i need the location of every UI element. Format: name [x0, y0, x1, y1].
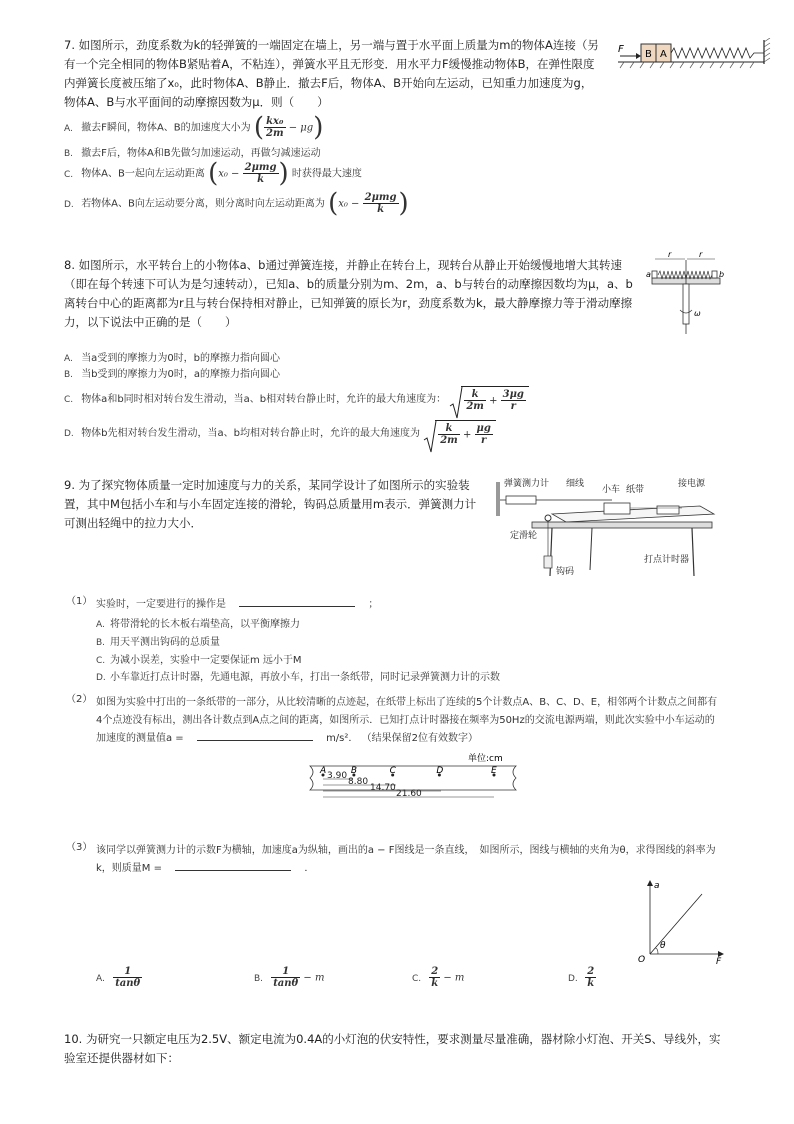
x-axis-label: F — [716, 957, 722, 964]
q9-tape-label-d: D — [436, 766, 444, 776]
q8-option-b[interactable]: B. 当b受到的摩擦力为0时，a的摩擦力指向圆心 — [64, 366, 280, 384]
option-label: B. — [64, 370, 74, 380]
q9-table-leg — [692, 528, 694, 576]
option-label: B. — [64, 149, 74, 159]
q9-p3-option-b[interactable]: B. $\frac{1}{\tan\theta}$ − m — [254, 966, 325, 989]
q9-p3-option-a[interactable]: A. $\frac{1}{\tan\theta}$ — [96, 966, 141, 989]
option-label: C. — [64, 395, 74, 405]
q9-p1-answer-blank[interactable] — [239, 606, 355, 607]
q9-table-leg — [590, 528, 592, 570]
q9-p1-option-c[interactable]: C. 为减小误差，实验中一定要保证m 远小于M — [96, 652, 302, 670]
q9-label-thread: 细线 — [566, 479, 585, 489]
q7-figure — [614, 38, 778, 74]
q8-label-r2: r — [699, 250, 703, 259]
q9-label-timer: 打点计时器 — [644, 555, 690, 565]
q7-wall-hatch — [764, 38, 770, 62]
q9-tape-label-c: C — [389, 766, 396, 776]
option-label: B. — [96, 638, 106, 648]
q9-pulley — [545, 515, 551, 521]
q9-p1-option-d[interactable]: D. 小车靠近打点计时器，先通电源，再放小车，打出一条纸带，同时记录弹簧测力计的示数 — [96, 669, 500, 687]
angle-label: θ — [660, 941, 666, 951]
option-label: C. — [96, 656, 106, 666]
q8-option-d[interactable]: D. 物体b先相对转台发生滑动，当a、b均相对转台静止时，允许的最大角速度为 $\frac{k}{2m}$ + $\frac{\mu g}{r}$ — [64, 420, 496, 446]
q8-shaft — [683, 284, 689, 324]
q9-board — [552, 506, 714, 522]
q8-object-a — [652, 271, 657, 278]
q9-tape-label-b: B — [350, 766, 358, 776]
q7-option-c[interactable]: C. 物体A、B一起向左运动距离 (x₀ − $\frac{\text{2μmg}}{k}$ ) 时获得最大速度 — [64, 158, 362, 189]
q9-p1-question: 实验时，一定要进行的操作是 ； — [96, 599, 379, 610]
origin-label: O — [638, 955, 646, 964]
q9-p1-option-a[interactable]: A. 将带滑轮的长木板右端垫高，以平衡摩擦力 — [96, 616, 300, 634]
q9-cart — [604, 503, 630, 514]
q9-wall — [496, 482, 500, 516]
q9-label-hook: 钩码 — [556, 567, 575, 577]
q9-label-cart: 小车 — [602, 485, 621, 495]
q9-p3-option-c[interactable]: C. $\frac{2}{k}$ − m — [412, 966, 465, 989]
q7-ground-hatch — [620, 62, 754, 68]
sqrt-expression: $\frac{k}{2m}$ + $\frac{\mu g}{r}$ — [423, 420, 496, 446]
q8-figure — [646, 250, 726, 340]
q9-p2-question: 如图为实验中打出的一条纸带的一部分，从比较清晰的点迹起，在纸带上标出了连续的5个计数点A、B、C、D、E，相邻两个计数点之间都有4个点迹没有标出，测出各计数点到A点之间的距离，如图所示．已知打点计时器接在频率为50Hz的交流电源两端，则此次实验中小车运动的加速度的测量值a = m/s²． （结果保留2位有效数字） — [96, 697, 718, 744]
q7-option-d[interactable]: D. 若物体A、B向左运动要分离，则分离时向左运动距离为 (x₀ − $\frac{\text{2μmg}}{k}$ ) — [64, 188, 409, 219]
q9-tape-label-e: E — [491, 766, 497, 776]
q9-tape-distance: 8.80 — [348, 777, 369, 787]
q9-stem: 9. 为了探究物体质量一定时加速度与力的关系，某同学设计了如图所示的实验装置，其中M包括小车和与小车固定连接的滑轮，钩码总质量用m表示．弹簧测力计可测出轻绳中的拉力大小． — [64, 478, 477, 530]
q9-table-leg — [550, 528, 552, 576]
graph-line — [650, 894, 702, 954]
y-axis-arrow — [647, 880, 653, 886]
q9-p3-answer-blank[interactable] — [175, 870, 291, 871]
q8-object-b — [712, 271, 717, 278]
option-label: D. — [568, 973, 578, 984]
y-axis-label: a — [654, 881, 660, 891]
q9-p1-number: （1） — [66, 596, 93, 607]
q7-block-a-label: A — [660, 49, 667, 60]
q9-p1-option-b[interactable]: B. 用天平测出钩码的总质量 — [96, 634, 220, 652]
q9-label-tape: 纸带 — [626, 485, 645, 495]
q9-weights — [544, 556, 552, 568]
q8-option-a[interactable]: A. 当a受到的摩擦力为0时，b的摩擦力指向圆心 — [64, 350, 280, 368]
option-label: D. — [64, 429, 74, 439]
option-label: A. — [96, 973, 105, 984]
option-label: D. — [64, 199, 74, 210]
q7-stem: 7. 如图所示，劲度系数为k的轻弹簧的一端固定在墙上，另一端与置于水平面上质量为m的物体A连接（另有一个完全相同的物体B紧贴着A，不粘连），弹簧水平且无形变．用水平力F缓慢推动物体B，在弹性限度内弹簧长度被压缩了x₀，此时物体A、B静止．撤去F后，物体A、B开始向左运动，已知重力加速度为g，物体A、B与水平面间的动摩擦因数为μ．则（ ） — [64, 38, 599, 109]
option-label: C. — [412, 973, 422, 984]
q8-stem: 8. 如图所示，水平转台上的小物体a、b通过弹簧连接，并静止在转台上，现转台从静止开始缓慢地增大其转速（即在每个转速下可认为是匀速转动），已知a、b的质量分别为m、2m，a、b与转台的动摩擦因数均为μ，a、b离转台中心的距离都为r且与转台保持相对静止，已知弹簧的原长为r，劲度系数为k，最大静摩擦力等于滑动摩擦力，以下说法中正确的是（ ） — [64, 258, 633, 329]
q9-label-power: 接电源 — [678, 479, 706, 489]
q8-label-b: b — [719, 270, 725, 279]
q9-aF-graph — [630, 878, 726, 964]
q8-label-r1: r — [668, 250, 672, 259]
q9-p3-option-d[interactable]: D. $\frac{2}{k}$ — [568, 966, 595, 989]
q9-table-top — [532, 522, 712, 528]
q9-tape-unit: 单位:cm — [468, 754, 503, 764]
q7-force-label: F — [618, 44, 624, 55]
option-label: C. — [64, 169, 74, 180]
q9-spring-scale — [506, 496, 536, 504]
q9-apparatus-figure — [492, 476, 724, 580]
q7-force-arrowhead — [636, 53, 641, 59]
q7-option-b[interactable]: B. 撤去F后，物体A和B先做匀加速运动，再做匀减速运动 — [64, 145, 321, 163]
q9-tape-figure — [296, 752, 526, 800]
q8-label-a: a — [646, 270, 651, 279]
option-label: D. — [96, 673, 106, 683]
q9-tape-distance: 3.90 — [327, 771, 348, 781]
q9-p2-number: （2） — [66, 694, 93, 705]
q7-option-a[interactable]: A. 撤去F瞬间，物体A、B的加速度大小为 ( $\frac{\text{kx₀}}{2m}$ − μg) — [64, 112, 324, 143]
angle-arc — [655, 948, 658, 954]
q10-stem: 10. 为研究一只额定电压为2.5V、额定电流为0.4A的小灯泡的伏安特性，要求测量尽量准确，器材除小灯泡、开关S、导线外，实验室还提供器材如下： — [64, 1032, 721, 1065]
q7-block-b-label: B — [645, 49, 652, 60]
q9-tape-distance: 21.60 — [396, 789, 422, 799]
q8-omega: ω — [694, 309, 701, 318]
option-label: A. — [64, 354, 73, 364]
q9-tape-distance: 14.70 — [370, 783, 396, 793]
option-label: B. — [254, 973, 264, 984]
q9-tape-label-a: A — [320, 766, 327, 776]
q9-p3-question: 该同学以弹簧测力计的示数F为横轴，加速度a为纵轴，画出的a − F图线是一条直线， 如图所示，图线与横轴的夹角为θ，求得图线的斜率为k，则质量M = ． — [96, 845, 716, 874]
q9-label-spring-scale: 弹簧测力计 — [504, 479, 550, 489]
option-label: A. — [64, 123, 73, 134]
q9-timer — [657, 506, 679, 514]
q8-option-c[interactable]: C. 物体a和b同时相对转台发生滑动，当a、b相对转台静止时，允许的最大角速度为： $\frac{k}{2m}$ + $\frac{3\mu g}{r}$ — [64, 386, 529, 412]
sqrt-expression: $\frac{k}{2m}$ + $\frac{3\mu g}{r}$ — [449, 386, 529, 412]
option-label: A. — [96, 620, 105, 630]
q9-p3-number: （3） — [66, 842, 93, 853]
q7-spring — [671, 48, 764, 58]
q9-p2-answer-blank[interactable] — [197, 740, 313, 741]
q9-label-pulley: 定滑轮 — [510, 531, 538, 541]
